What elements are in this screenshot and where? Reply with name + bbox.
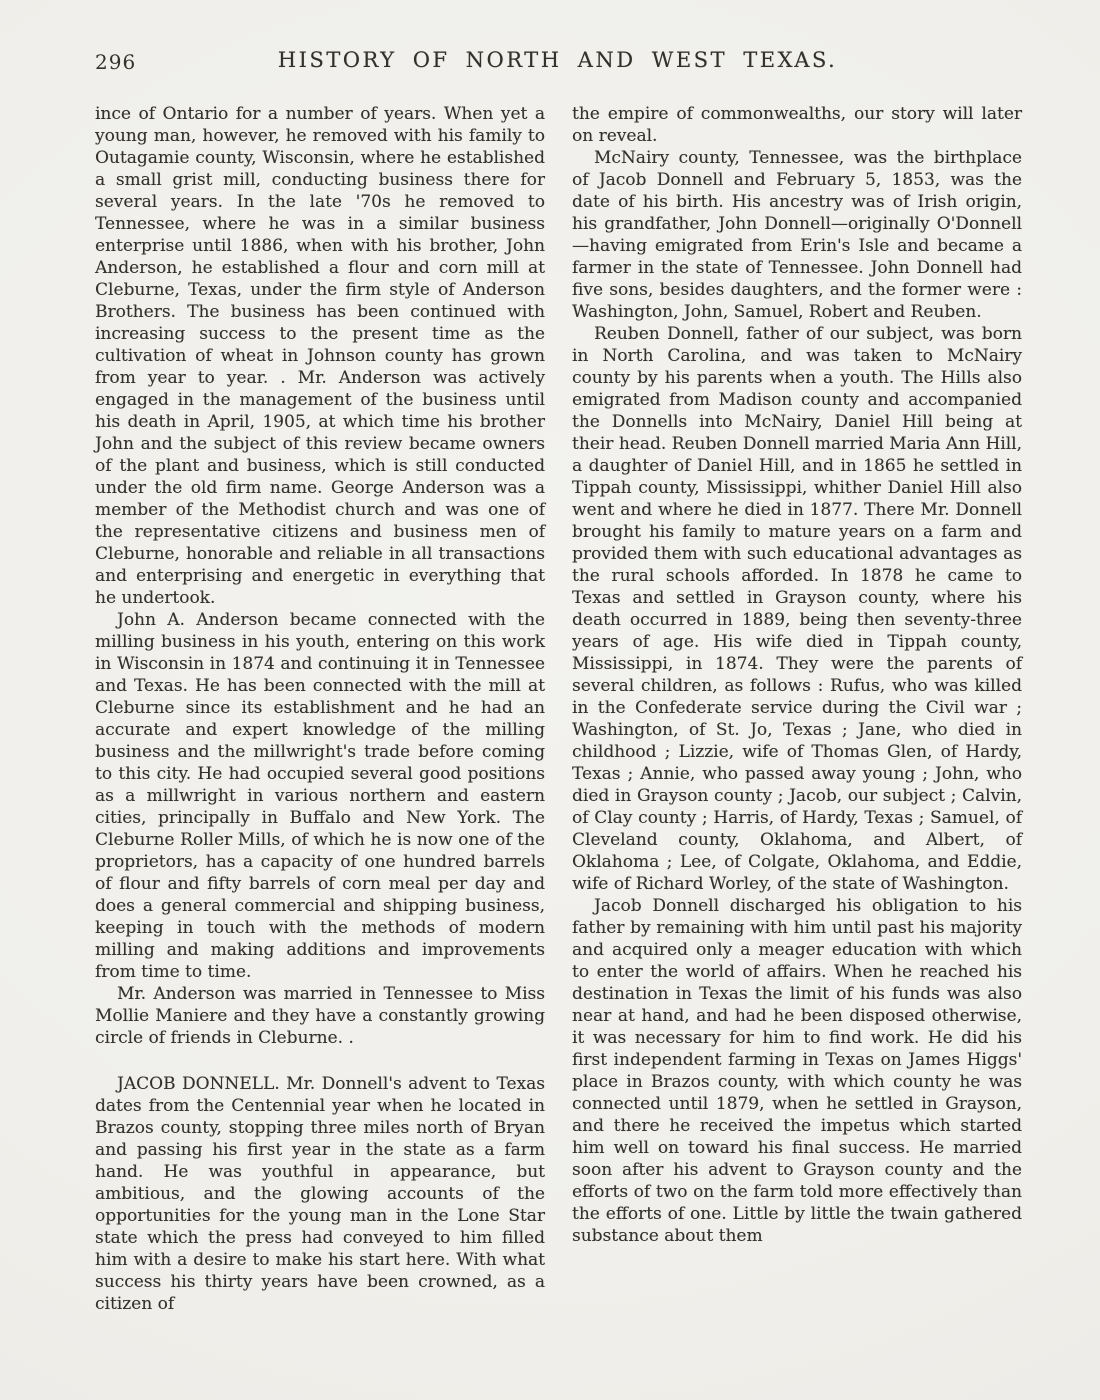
page-header — [95, 48, 1020, 76]
text-columns — [95, 103, 1022, 1315]
right-column — [572, 103, 1022, 1315]
running-title: HISTORY OF NORTH AND WEST TEXAS. — [277, 48, 838, 72]
paragraph-john-a-anderson: John A. Anderson became connected with the milling business in his youth, entering on this work in Wisconsin in 1874 and continuing it in Tennessee and Texas. He has been connected with the mill at Cleburne since its establishment and he had an accurate and expert knowledge of the milling business and the millwright's trade before coming to this city. He had occupied several good positions as a millwright in various northern and eastern cities, principally in Buffalo and New York. The Cleburne Roller Mills, of which he is now one of the proprietors, has a capacity of one hundred barrels of flour and fifty barrels of corn meal per day and does a general commercial and shipping business, keeping in touch with the methods of modern milling and making additions and improvements from time to time. — [95, 610, 545, 982]
paragraph-anderson-continuation: ince of Ontario for a number of years. When yet a young man, however, he removed with his family to Outagamie county, Wisconsin, where he established a small grist mill, conducting business there for several years. In the late '70s he removed to Tennessee, where he was in a similar business enterprise until 1886, when with his brother, John Anderson, he established a flour and corn mill at Cleburne, Texas, under the firm style of Anderson Brothers. The business has been continued with increasing success to the present time as the cultivation of wheat in Johnson county has grown from year to year. . Mr. Anderson was actively engaged in the management of the business until his death in April, 1905, at which time his brother John and the subject of this review became owners of the plant and business, which is still conducted under the old firm name. George Anderson was a member of the Methodist church and was one of the representative citizens and business men of Cleburne, honorable and reliable in all transactions and enterprising and energetic in everything that he undertook. — [95, 104, 545, 608]
left-column — [95, 103, 545, 1315]
paragraph-reuben-donnell: Reuben Donnell, father of our subject, was born in North Carolina, and was taken to McNairy county by his parents when a youth. The Hills also emigrated from Madison county and accompanied the Donnells into McNairy, Daniel Hill being at their head. Reuben Donnell married Maria Ann Hill, a daughter of Daniel Hill, and in 1865 he settled in Tippah county, Mississippi, whither Daniel Hill also went and where he died in 1877. There Mr. Donnell brought his family to mature years on a farm and provided them with such educational advantages as the rural schools afforded. In 1878 he came to Texas and settled in Grayson county, where his death occurred in 1889, being then seventy-three years of age. His wife died in Tippah county, Mississippi, in 1874. They were the parents of several children, as follows : Rufus, who was killed in the Confederate service during the Civil war ; Washington, of St. Jo, Texas ; Jane, who died in childhood ; Lizzie, wife of Thomas Glen, of Hardy, Texas ; Annie, who passed away young ; John, who died in Grayson county ; Jacob, our subject ; Calvin, of Clay county ; Harris, of Hardy, Texas ; Samuel, of Cleveland county, Oklahoma, and Albert, of Oklahoma ; Lee, of Colgate, Oklahoma, and Eddie, wife of Richard Worley, of the state of Washington. — [572, 324, 1022, 894]
paragraph-empire-continuation: the empire of commonwealths, our story will later on reveal. — [572, 104, 1022, 146]
paragraph-jacob-donnell-intro: JACOB DONNELL. Mr. Donnell's advent to Texas dates from the Centennial year when he located in Brazos county, stopping three miles north of Bryan and passing his first year in the state as a farm hand. He was youthful in appearance, but ambitious, and the glowing accounts of the opportunities for the young man in the Lone Star state which the press had conveyed to him filled him with a desire to make his start here. With what success his thirty years have been crowned, as a citizen of — [95, 1074, 545, 1314]
paragraph-jacob-donnell-obligation: Jacob Donnell discharged his obligation to his father by remaining with him until past his majority and acquired only a meager education with which to enter the world of affairs. When he reached his destination in Texas the limit of his funds was also near at hand, and had he been disposed otherwise, it was necessary for him to find work. He did his first independent farming in Texas on James Higgs' place in Brazos county, with which county he was connected until 1879, when he settled in Grayson, and there he received the impetus which started him well on toward his final success. He married soon after his advent to Grayson county and the efforts of two on the farm told more effectively than the efforts of one. Little by little the twain gathered substance about them — [572, 896, 1022, 1246]
paragraph-mcnairy-birthplace: McNairy county, Tennessee, was the birthplace of Jacob Donnell and February 5, 1853, was the date of his birth. His ancestry was of Irish origin, his grandfather, John Donnell—originally O'Donnell—having emigrated from Erin's Isle and became a farmer in the state of Tennessee. John Donnell had five sons, besides daughters, and the former were : Washington, John, Samuel, Robert and Reuben. — [572, 148, 1022, 322]
paragraph-anderson-marriage: Mr. Anderson was married in Tennessee to Miss Mollie Maniere and they have a constantly growing circle of friends in Cleburne. . — [95, 984, 545, 1048]
page-number: 296 — [95, 50, 137, 74]
